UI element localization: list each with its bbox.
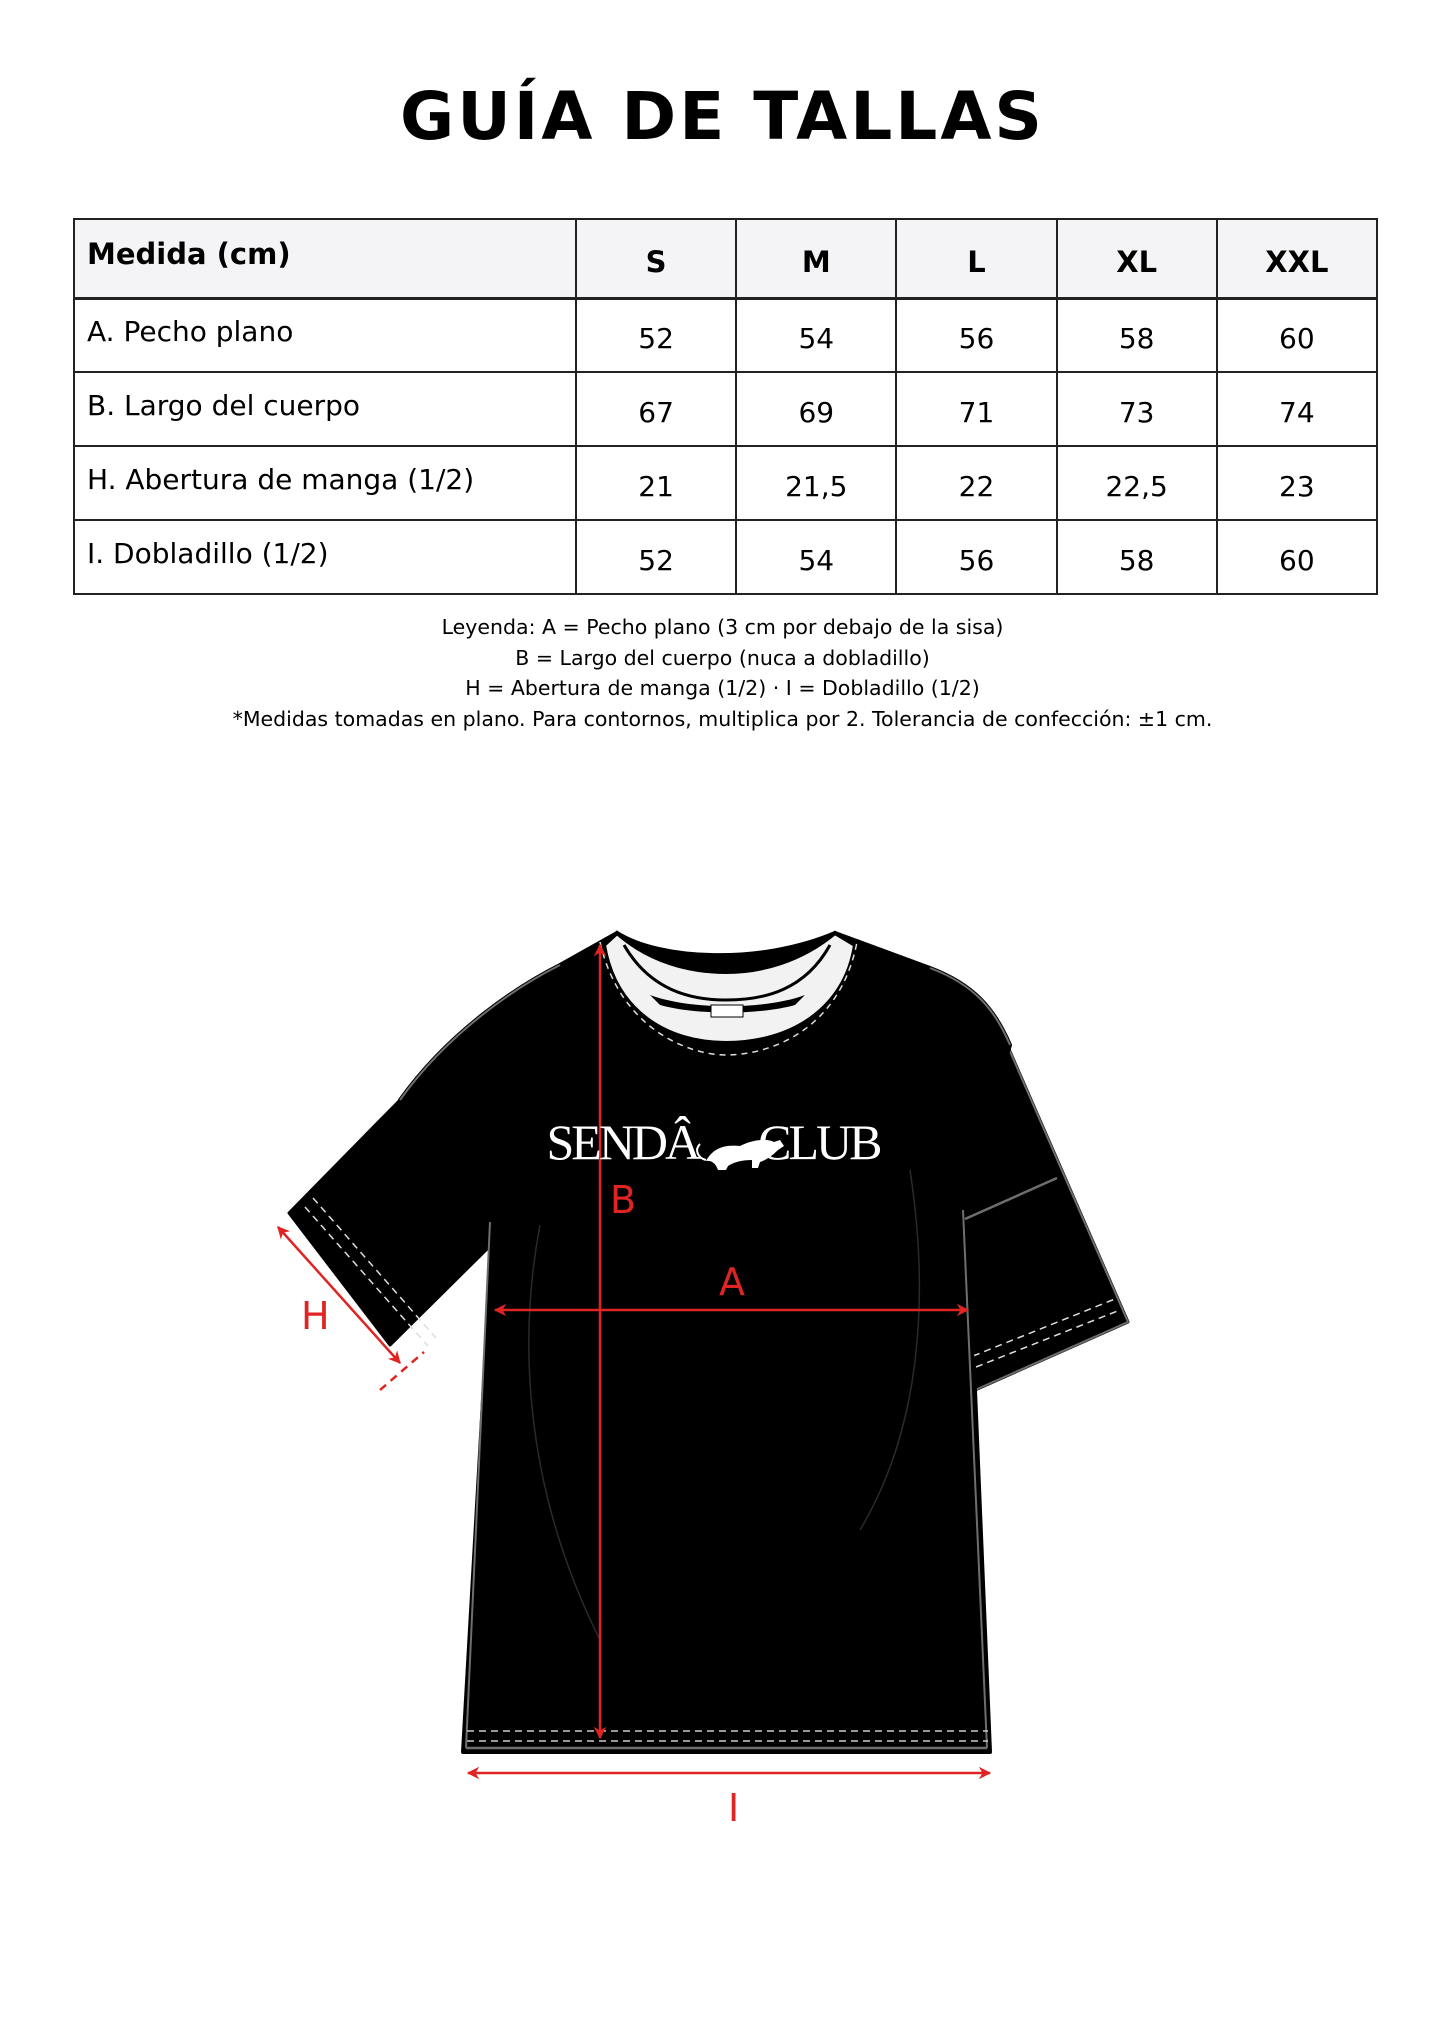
dimension-label-a: A (719, 1260, 745, 1304)
page-title: GUÍA DE TALLAS (400, 78, 1045, 155)
legend-note: *Medidas tomadas en plano. Para contornos, multiplica por 2. Tolerancia de confección: ±1 cm. (232, 706, 1213, 731)
measure-value: 69 (736, 372, 896, 446)
measure-label: I. Dobladillo (1/2) (74, 520, 576, 594)
column-header-size: S (576, 219, 736, 298)
brand-text-right: CLUB (758, 1114, 880, 1170)
measure-label: B. Largo del cuerpo (74, 372, 576, 446)
measure-label: H. Abertura de manga (1/2) (74, 446, 576, 520)
measure-value: 60 (1217, 298, 1377, 372)
dimension-label-i: I (728, 1786, 740, 1830)
measure-value: 58 (1057, 298, 1217, 372)
column-header-size: XXL (1217, 219, 1377, 298)
measure-value: 60 (1217, 520, 1377, 594)
measure-value: 56 (896, 520, 1056, 594)
column-header-measure: Medida (cm) (74, 219, 576, 298)
column-header-size: XL (1057, 219, 1217, 298)
brand-text-left: SENDÂ (546, 1114, 699, 1170)
dimension-label-h: H (301, 1294, 330, 1338)
column-header-size: M (736, 219, 896, 298)
measure-value: 22 (896, 446, 1056, 520)
measure-value: 54 (736, 298, 896, 372)
column-header-size: L (896, 219, 1056, 298)
shirt-body (400, 933, 1010, 1752)
measure-value: 23 (1217, 446, 1377, 520)
measure-value: 58 (1057, 520, 1217, 594)
measure-value: 56 (896, 298, 1056, 372)
legend-line: B = Largo del cuerpo (nuca a dobladillo) (515, 645, 930, 670)
brand-logo (538, 1112, 888, 1172)
measure-value: 52 (576, 520, 736, 594)
dimension-label-b: B (610, 1178, 637, 1222)
measure-value: 21 (576, 446, 736, 520)
legend-line: Leyenda: A = Pecho plano (3 cm por debajo de la sisa) (441, 615, 1004, 639)
measure-value: 22,5 (1057, 446, 1217, 520)
measure-value: 21,5 (736, 446, 896, 520)
measure-value: 73 (1057, 372, 1217, 446)
measure-label: A. Pecho plano (74, 298, 576, 372)
measure-value: 74 (1217, 372, 1377, 446)
measure-value: 52 (576, 298, 736, 372)
measure-value: 67 (576, 372, 736, 446)
legend-line: H = Abertura de manga (1/2) · I = Dobladillo (1/2) (465, 676, 980, 700)
panther-icon-space (700, 1121, 756, 1163)
measure-value: 54 (736, 520, 896, 594)
measure-value: 71 (896, 372, 1056, 446)
